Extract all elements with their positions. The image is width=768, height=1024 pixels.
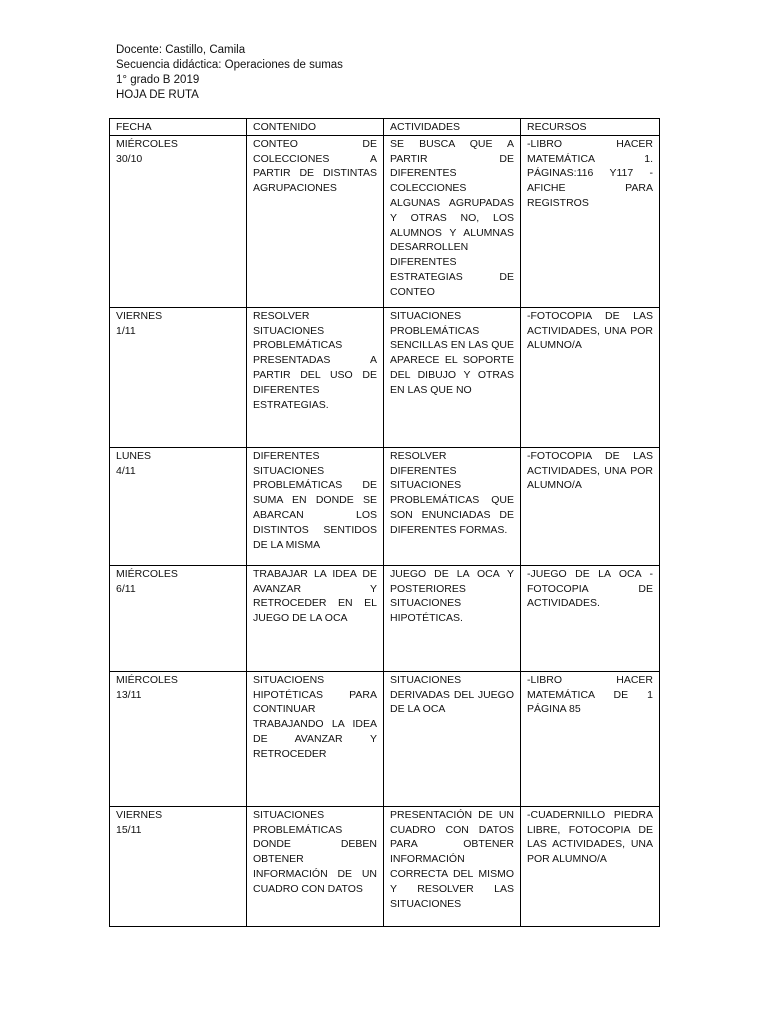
content-cell: TRABAJAR LA IDEA DE AVANZAR Y RETROCEDER EN EL JUEGO DE LA OCA: [247, 565, 384, 671]
activities-cell: SITUACIONES DERIVADAS DEL JUEGO DE LA OCA: [384, 671, 521, 806]
activities-cell: JUEGO DE LA OCA Y POSTERIORES SITUACIONES HIPOTÉTICAS.: [384, 565, 521, 671]
day-label: VIERNES: [116, 808, 163, 821]
date-label: 30/10: [116, 152, 143, 165]
table-row: [110, 135, 660, 307]
date-label: 15/11: [116, 823, 142, 836]
resources-cell: -JUEGO DE LA OCA -FOTOCOPIA DE ACTIVIDADES.: [521, 565, 660, 671]
resources-cell: -CUADERNILLO PIEDRA LIBRE, FOTOCOPIA DE LAS ACTIVIDADES, UNA POR ALUMNO/A: [521, 806, 660, 926]
column-header-contenido: CONTENIDO: [247, 119, 384, 136]
table-row: [110, 671, 660, 806]
route-table: [109, 118, 660, 927]
date-cell: [110, 135, 247, 307]
content-cell: SITUACIONES PROBLEMÁTICAS DONDE DEBEN OBTENER INFORMACIÓN DE UN CUADRO CON DATOS: [247, 806, 384, 926]
resources-cell: -LIBRO HACER MATEMÁTICA DE 1 PÁGINA 85: [521, 671, 660, 806]
table-row: [110, 806, 660, 926]
column-header-actividades: ACTIVIDADES: [384, 119, 521, 136]
day-label: MIÉRCOLES: [116, 137, 178, 150]
table-header-row: [110, 119, 660, 136]
day-label: LUNES: [116, 449, 152, 462]
table-row: [110, 447, 660, 565]
day-label: VIERNES: [116, 309, 163, 322]
resources-cell: -FOTOCOPIA DE LAS ACTIVIDADES, UNA POR ALUMNO/A: [521, 307, 660, 447]
teacher-line: Docente: Castillo, Camila: [116, 44, 246, 56]
date-label: 4/11: [116, 464, 136, 477]
day-label: MIÉRCOLES: [116, 673, 178, 686]
resources-cell: -LIBRO HACER MATEMÁTICA 1. PÁGINAS:116 Y117 -AFICHE PARA REGISTROS: [521, 135, 660, 307]
date-cell: [110, 806, 247, 926]
table-row: [110, 565, 660, 671]
content-cell: SITUACIOENS HIPOTÉTICAS PARA CONTINUAR TRABAJANDO LA IDEA DE AVANZAR Y RETROCEDER: [247, 671, 384, 806]
grade-line: 1° grado B 2019: [116, 74, 200, 86]
activities-cell: PRESENTACIÓN DE UN CUADRO CON DATOS PARA OBTENER INFORMACIÓN CORRECTA DEL MISMO Y RESOLVER LAS SITUACIONES: [384, 806, 521, 926]
date-label: 13/11: [116, 688, 142, 701]
content-cell: DIFERENTES SITUACIONES PROBLEMÁTICAS DE SUMA EN DONDE SE ABARCAN LOS DISTINTOS SENTIDOS DE LA MISMA: [247, 447, 384, 565]
table-row: [110, 307, 660, 447]
date-label: 1/11: [116, 324, 136, 337]
document-title: HOJA DE RUTA: [116, 89, 199, 101]
date-cell: [110, 307, 247, 447]
sequence-line: Secuencia didáctica: Operaciones de sumas: [116, 59, 343, 71]
activities-cell: SITUACIONES PROBLEMÁTICAS SENCILLAS EN LAS QUE APARECE EL SOPORTE DEL DIBUJO Y OTRAS EN LAS QUE NO: [384, 307, 521, 447]
activities-cell: SE BUSCA QUE A PARTIR DE DIFERENTES COLECCIONES ALGUNAS AGRUPADAS Y OTRAS NO, LOS ALUMNOS Y ALUMNAS DESARROLLEN DIFERENTES ESTRATEGIAS DE CONTEO: [384, 135, 521, 307]
date-cell: [110, 671, 247, 806]
date-cell: [110, 447, 247, 565]
resources-cell: -FOTOCOPIA DE LAS ACTIVIDADES, UNA POR ALUMNO/A: [521, 447, 660, 565]
content-cell: RESOLVER SITUACIONES PROBLEMÁTICAS PRESENTADAS A PARTIR DEL USO DE DIFERENTES ESTRATEGIAS.: [247, 307, 384, 447]
content-cell: CONTEO DE COLECCIONES A PARTIR DE DISTINTAS AGRUPACIONES: [247, 135, 384, 307]
column-header-fecha: FECHA: [110, 119, 247, 136]
activities-cell: RESOLVER DIFERENTES SITUACIONES PROBLEMÁTICAS QUE SON ENUNCIADAS DE DIFERENTES FORMAS.: [384, 447, 521, 565]
date-cell: [110, 565, 247, 671]
document-header: [116, 43, 343, 103]
day-label: MIÉRCOLES: [116, 567, 178, 580]
date-label: 6/11: [116, 582, 136, 595]
column-header-recursos: RECURSOS: [521, 119, 660, 136]
